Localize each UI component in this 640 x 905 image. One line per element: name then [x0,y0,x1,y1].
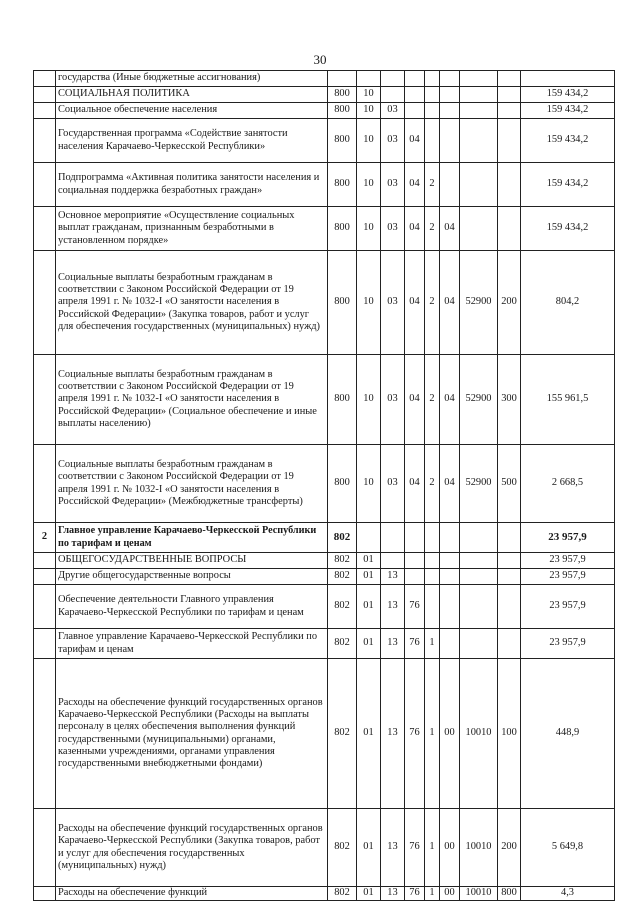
cell-code-4: 13 [381,569,405,585]
cell-code-3: 10 [357,251,381,355]
cell-amount: 804,2 [521,251,615,355]
cell-description: СОЦИАЛЬНАЯ ПОЛИТИКА [56,87,328,103]
cell-code-9: 200 [498,809,521,887]
cell-code-6: 1 [425,809,440,887]
cell-code-9 [498,119,521,163]
cell-index [34,251,56,355]
cell-code-2: 802 [328,809,357,887]
cell-code-3: 10 [357,103,381,119]
cell-code-4 [381,523,405,553]
cell-code-8: 10010 [460,659,498,809]
cell-code-6: 1 [425,659,440,809]
cell-code-9 [498,103,521,119]
cell-code-5 [405,569,425,585]
cell-amount: 5 649,8 [521,809,615,887]
cell-code-8: 52900 [460,445,498,523]
cell-code-6 [425,87,440,103]
cell-code-6: 2 [425,251,440,355]
cell-amount: 159 434,2 [521,87,615,103]
cell-code-4: 13 [381,809,405,887]
cell-code-3: 01 [357,569,381,585]
cell-code-9 [498,71,521,87]
cell-code-5: 04 [405,163,425,207]
cell-code-6: 2 [425,207,440,251]
cell-description: Подпрограмма «Активная политика занятости населения и социальная поддержка безработных граждан» [56,163,328,207]
cell-amount: 159 434,2 [521,103,615,119]
cell-code-8 [460,569,498,585]
cell-code-2: 802 [328,553,357,569]
cell-code-2: 802 [328,629,357,659]
cell-description: государства (Иные бюджетные ассигнования) [56,71,328,87]
cell-code-8: 10010 [460,887,498,901]
cell-code-2: 800 [328,445,357,523]
cell-code-8 [460,163,498,207]
cell-code-5: 04 [405,355,425,445]
cell-amount: 23 957,9 [521,585,615,629]
cell-description: Социальные выплаты безработным гражданам в соответствии с Законом Российской Федерации от 19 апреля 1991 г. № 1032-I «О занятости населения в Российской Федерации» (Закупка товаров, работ и услуг для обеспечения государственных (муниципальных) нужд) [56,251,328,355]
cell-index [34,887,56,901]
cell-code-5: 04 [405,251,425,355]
cell-code-6 [425,71,440,87]
cell-description: Расходы на обеспечение функций [56,887,328,901]
cell-index [34,163,56,207]
cell-code-5: 76 [405,887,425,901]
cell-code-4: 03 [381,119,405,163]
cell-code-9 [498,585,521,629]
table-row [34,119,615,163]
table-row [34,585,615,629]
cell-description: Государственная программа «Содействие занятости населения Карачаево-Черкесской Республики» [56,119,328,163]
cell-code-5: 76 [405,809,425,887]
cell-amount: 2 668,5 [521,445,615,523]
cell-code-8 [460,523,498,553]
cell-code-5: 76 [405,629,425,659]
cell-description: Обеспечение деятельности Главного управления Карачаево-Черкесской Республики по тарифам и ценам [56,585,328,629]
cell-code-6: 1 [425,887,440,901]
cell-code-5: 76 [405,659,425,809]
cell-code-3 [357,71,381,87]
table-row [34,251,615,355]
cell-code-4: 03 [381,163,405,207]
cell-description: Главное управление Карачаево-Черкесской Республики по тарифам и ценам [56,523,328,553]
cell-description: Главное управление Карачаево-Черкесской Республики по тарифам и ценам [56,629,328,659]
cell-code-3: 01 [357,553,381,569]
cell-code-7: 04 [440,207,460,251]
cell-code-4: 13 [381,887,405,901]
cell-code-3: 01 [357,585,381,629]
table-row [34,553,615,569]
cell-code-8: 52900 [460,251,498,355]
budget-table [33,70,615,901]
cell-code-6: 2 [425,445,440,523]
cell-code-4: 03 [381,207,405,251]
table-row [34,71,615,87]
cell-amount: 23 957,9 [521,629,615,659]
cell-code-4: 13 [381,659,405,809]
cell-code-7: 04 [440,355,460,445]
cell-code-7 [440,119,460,163]
cell-code-9: 100 [498,659,521,809]
cell-amount [521,71,615,87]
cell-code-7: 00 [440,809,460,887]
cell-description: Расходы на обеспечение функций государственных органов Карачаево-Черкесской Республики (Расходы на выплаты персоналу в целях обеспечения выполнения функций государственными (муниципальными) органами, казенными учреждениями, органами управления государственными внебюджетными фондами) [56,659,328,809]
table-row [34,659,615,809]
table-row [34,163,615,207]
cell-code-2: 802 [328,585,357,629]
cell-code-5 [405,103,425,119]
cell-code-3: 01 [357,659,381,809]
cell-code-9: 200 [498,251,521,355]
cell-index [34,207,56,251]
cell-code-9 [498,629,521,659]
cell-code-5 [405,523,425,553]
cell-index [34,71,56,87]
cell-code-8 [460,119,498,163]
cell-code-8 [460,103,498,119]
cell-index [34,103,56,119]
cell-code-3 [357,523,381,553]
cell-code-3: 01 [357,887,381,901]
cell-index [34,87,56,103]
cell-code-3: 10 [357,87,381,103]
cell-index [34,809,56,887]
cell-code-9: 800 [498,887,521,901]
cell-code-4: 03 [381,103,405,119]
cell-amount: 159 434,2 [521,119,615,163]
cell-code-3: 10 [357,207,381,251]
cell-code-9 [498,207,521,251]
cell-code-6 [425,119,440,163]
cell-code-5: 04 [405,207,425,251]
cell-code-2: 800 [328,87,357,103]
cell-amount: 159 434,2 [521,163,615,207]
cell-code-8 [460,629,498,659]
cell-description: Основное мероприятие «Осуществление социальных выплат гражданам, признанным безработными в установленном порядке» [56,207,328,251]
table-row [34,523,615,553]
cell-code-2: 802 [328,659,357,809]
cell-code-7 [440,103,460,119]
cell-code-9 [498,523,521,553]
cell-index [34,659,56,809]
cell-code-7 [440,71,460,87]
cell-code-9 [498,163,521,207]
cell-code-3: 01 [357,809,381,887]
cell-code-7 [440,163,460,207]
cell-code-7: 04 [440,445,460,523]
cell-index [34,445,56,523]
cell-code-6 [425,569,440,585]
cell-amount: 155 961,5 [521,355,615,445]
cell-code-7 [440,523,460,553]
cell-code-6 [425,553,440,569]
table-row [34,887,615,901]
table-row [34,103,615,119]
cell-code-2: 800 [328,103,357,119]
cell-code-9: 300 [498,355,521,445]
table-row [34,355,615,445]
cell-code-2 [328,71,357,87]
cell-index: 2 [34,523,56,553]
cell-code-6: 1 [425,629,440,659]
cell-index [34,569,56,585]
cell-description: Социальные выплаты безработным гражданам в соответствии с Законом Российской Федерации от 19 апреля 1991 г. № 1032-I «О занятости населения в Российской Федерации» (Социальное обеспечение и иные выплаты населению) [56,355,328,445]
cell-code-5: 04 [405,119,425,163]
cell-code-7 [440,629,460,659]
cell-description: Социальное обеспечение населения [56,103,328,119]
cell-code-6 [425,103,440,119]
cell-code-3: 10 [357,445,381,523]
cell-code-4: 03 [381,251,405,355]
cell-code-4: 13 [381,629,405,659]
cell-code-2: 800 [328,207,357,251]
cell-code-8 [460,71,498,87]
cell-description: Социальные выплаты безработным гражданам в соответствии с Законом Российской Федерации от 19 апреля 1991 г. № 1032-I «О занятости населения в Российской Федерации» (Межбюджетные трансферты) [56,445,328,523]
cell-code-4: 13 [381,585,405,629]
cell-description: Расходы на обеспечение функций государственных органов Карачаево-Черкесской Республики (Закупка товаров, работ и услуг для обеспечения государственных (муниципальных) нужд) [56,809,328,887]
cell-code-7: 04 [440,251,460,355]
cell-code-9: 500 [498,445,521,523]
cell-index [34,585,56,629]
cell-code-2: 800 [328,119,357,163]
table-row [34,87,615,103]
cell-code-2: 802 [328,569,357,585]
cell-code-6 [425,523,440,553]
cell-code-2: 800 [328,355,357,445]
table-row [34,207,615,251]
cell-amount: 159 434,2 [521,207,615,251]
page-number: 30 [313,52,327,67]
cell-code-9 [498,569,521,585]
table-row [34,445,615,523]
cell-code-7 [440,569,460,585]
cell-code-5: 04 [405,445,425,523]
cell-code-2: 800 [328,251,357,355]
cell-code-7: 00 [440,659,460,809]
cell-code-6: 2 [425,355,440,445]
cell-description: Другие общегосударственные вопросы [56,569,328,585]
cell-code-3: 10 [357,163,381,207]
table-row [34,569,615,585]
cell-code-7 [440,87,460,103]
cell-code-4: 03 [381,445,405,523]
cell-code-8 [460,207,498,251]
cell-code-7: 00 [440,887,460,901]
cell-code-9 [498,87,521,103]
cell-code-3: 01 [357,629,381,659]
table-row [34,629,615,659]
table-row [34,809,615,887]
cell-code-5: 76 [405,585,425,629]
cell-code-5 [405,71,425,87]
cell-code-2: 802 [328,523,357,553]
cell-code-2: 802 [328,887,357,901]
cell-code-7 [440,553,460,569]
cell-code-6: 2 [425,163,440,207]
cell-code-5 [405,553,425,569]
cell-code-7 [440,585,460,629]
cell-code-4: 03 [381,355,405,445]
cell-code-4 [381,553,405,569]
cell-amount: 448,9 [521,659,615,809]
cell-amount: 4,3 [521,887,615,901]
cell-code-2: 800 [328,163,357,207]
cell-amount: 23 957,9 [521,569,615,585]
cell-code-6 [425,585,440,629]
cell-code-5 [405,87,425,103]
cell-code-3: 10 [357,119,381,163]
cell-code-9 [498,553,521,569]
cell-code-3: 10 [357,355,381,445]
cell-index [34,629,56,659]
cell-index [34,553,56,569]
cell-code-8 [460,87,498,103]
cell-code-4 [381,71,405,87]
cell-index [34,119,56,163]
cell-amount: 23 957,9 [521,523,615,553]
cell-code-8: 52900 [460,355,498,445]
cell-amount: 23 957,9 [521,553,615,569]
table-body [34,71,615,901]
cell-index [34,355,56,445]
cell-code-8 [460,553,498,569]
cell-code-4 [381,87,405,103]
cell-code-8: 10010 [460,809,498,887]
cell-description: ОБЩЕГОСУДАРСТВЕННЫЕ ВОПРОСЫ [56,553,328,569]
cell-code-8 [460,585,498,629]
